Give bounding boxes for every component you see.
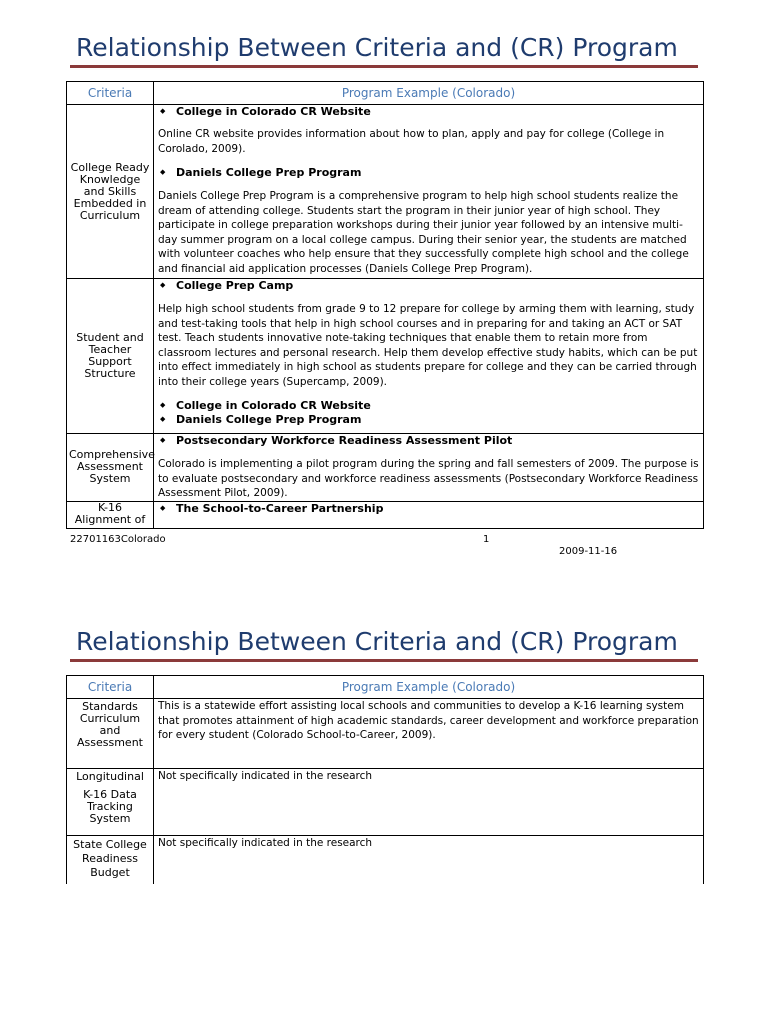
- table-header-row: [67, 82, 704, 105]
- table-row: [67, 279, 704, 434]
- criteria-cell: Student and Teacher Support Structure: [67, 279, 154, 434]
- footer-doc-id: 22701163Colorado: [70, 534, 166, 545]
- program-cell: [154, 836, 704, 884]
- footer-page-number: 1: [483, 534, 490, 545]
- criteria-table: [66, 675, 704, 884]
- program-cell: [154, 769, 704, 836]
- paragraph: This is a statewide effort assisting local schools and communities to develop a K-16 learning system that promotes attainment of high academic standards, career development and workforce preparation for every student (Colorado School-to-Career, 2009).: [158, 700, 699, 741]
- criteria-table: [66, 81, 704, 529]
- paragraph: Help high school students from grade 9 to 12 prepare for college by arming them with learning, study and test-taking tools that help in high school courses and in preparing for and taking an ACT or SAT test. Teach students innovative note-taking techniques that enable them to retain more from classroom lectures and personal research. Help them develop effective study habits, which can be put into effect immediately in high school as students prepare for college and they can be carried through into their college years (Supercamp, 2009).: [158, 303, 698, 388]
- criteria-cell: College Ready Knowledge and Skills Embedded in Curriculum: [67, 105, 154, 279]
- table-row: [67, 434, 704, 502]
- table-row: [67, 501, 704, 528]
- program-cell: [154, 105, 704, 279]
- criteria-cell: [67, 769, 154, 836]
- header-criteria: Criteria: [67, 676, 154, 699]
- paragraph: Not specifically indicated in the research: [158, 770, 373, 782]
- bullet-item: ◆ College Prep Camp: [158, 279, 699, 292]
- paragraph: Colorado is implementing a pilot program during the spring and fall semesters of 2009. The purpose is to evaluate postsecondary and workforce readiness assessments (Postsecondary Workforce Readiness Assessment Pilot, 2009).: [158, 458, 699, 499]
- paragraph: Online CR website provides information about how to plan, apply and pay for college (College in Corolado, 2009).: [158, 128, 665, 155]
- criteria-cell: Comprehensive Assessment System: [67, 434, 154, 502]
- criteria-cell: K-16 Alignment of: [67, 501, 154, 528]
- bullet-item: ◆ Daniels College Prep Program: [158, 413, 699, 426]
- table-row: [67, 105, 704, 279]
- bullet-item: ◆ College in Colorado CR Website: [158, 105, 699, 118]
- table-row: [67, 699, 704, 769]
- title-rule: [70, 659, 698, 662]
- program-cell: [154, 279, 704, 434]
- header-program: Program Example (Colorado): [154, 82, 704, 105]
- page-title: Relationship Between Criteria and (CR) Program: [76, 33, 678, 62]
- footer-date: 2009-11-16: [559, 546, 618, 557]
- paragraph: Daniels College Prep Program is a comprehensive program to help high school students realize the dream of attending college. Students start the program in their junior year of high school. They participate in college preparation workshops during their junior year followed by an intensive multi-day summer program on a local college campus. During their senior year, the students are matched with volunteer coaches who help ensure that they successfully complete high school and the college and financial aid application processes (Daniels College Prep Program).: [158, 190, 689, 275]
- criteria-cell: Standards Curriculum and Assessment: [67, 699, 154, 769]
- program-cell: [154, 501, 704, 528]
- bullet-item: ◆ The School-to-Career Partnership: [158, 502, 699, 515]
- program-cell: [154, 699, 704, 769]
- criteria-line: Longitudinal: [76, 770, 144, 783]
- header-criteria: Criteria: [67, 82, 154, 105]
- table-row: [67, 769, 704, 836]
- criteria-cell: State College Readiness Budget: [67, 836, 154, 884]
- table-header-row: [67, 676, 704, 699]
- bullet-item: ◆ Daniels College Prep Program: [158, 166, 699, 179]
- bullet-item: ◆ Postsecondary Workforce Readiness Assessment Pilot: [158, 434, 699, 447]
- criteria-line: K-16 Data Tracking System: [83, 788, 137, 825]
- bullet-item: ◆ College in Colorado CR Website: [158, 399, 699, 412]
- paragraph: Not specifically indicated in the research: [158, 837, 373, 849]
- header-program: Program Example (Colorado): [154, 676, 704, 699]
- table-row: [67, 836, 704, 884]
- program-cell: [154, 434, 704, 502]
- title-rule: [70, 65, 698, 68]
- page-title: Relationship Between Criteria and (CR) Program: [76, 627, 678, 656]
